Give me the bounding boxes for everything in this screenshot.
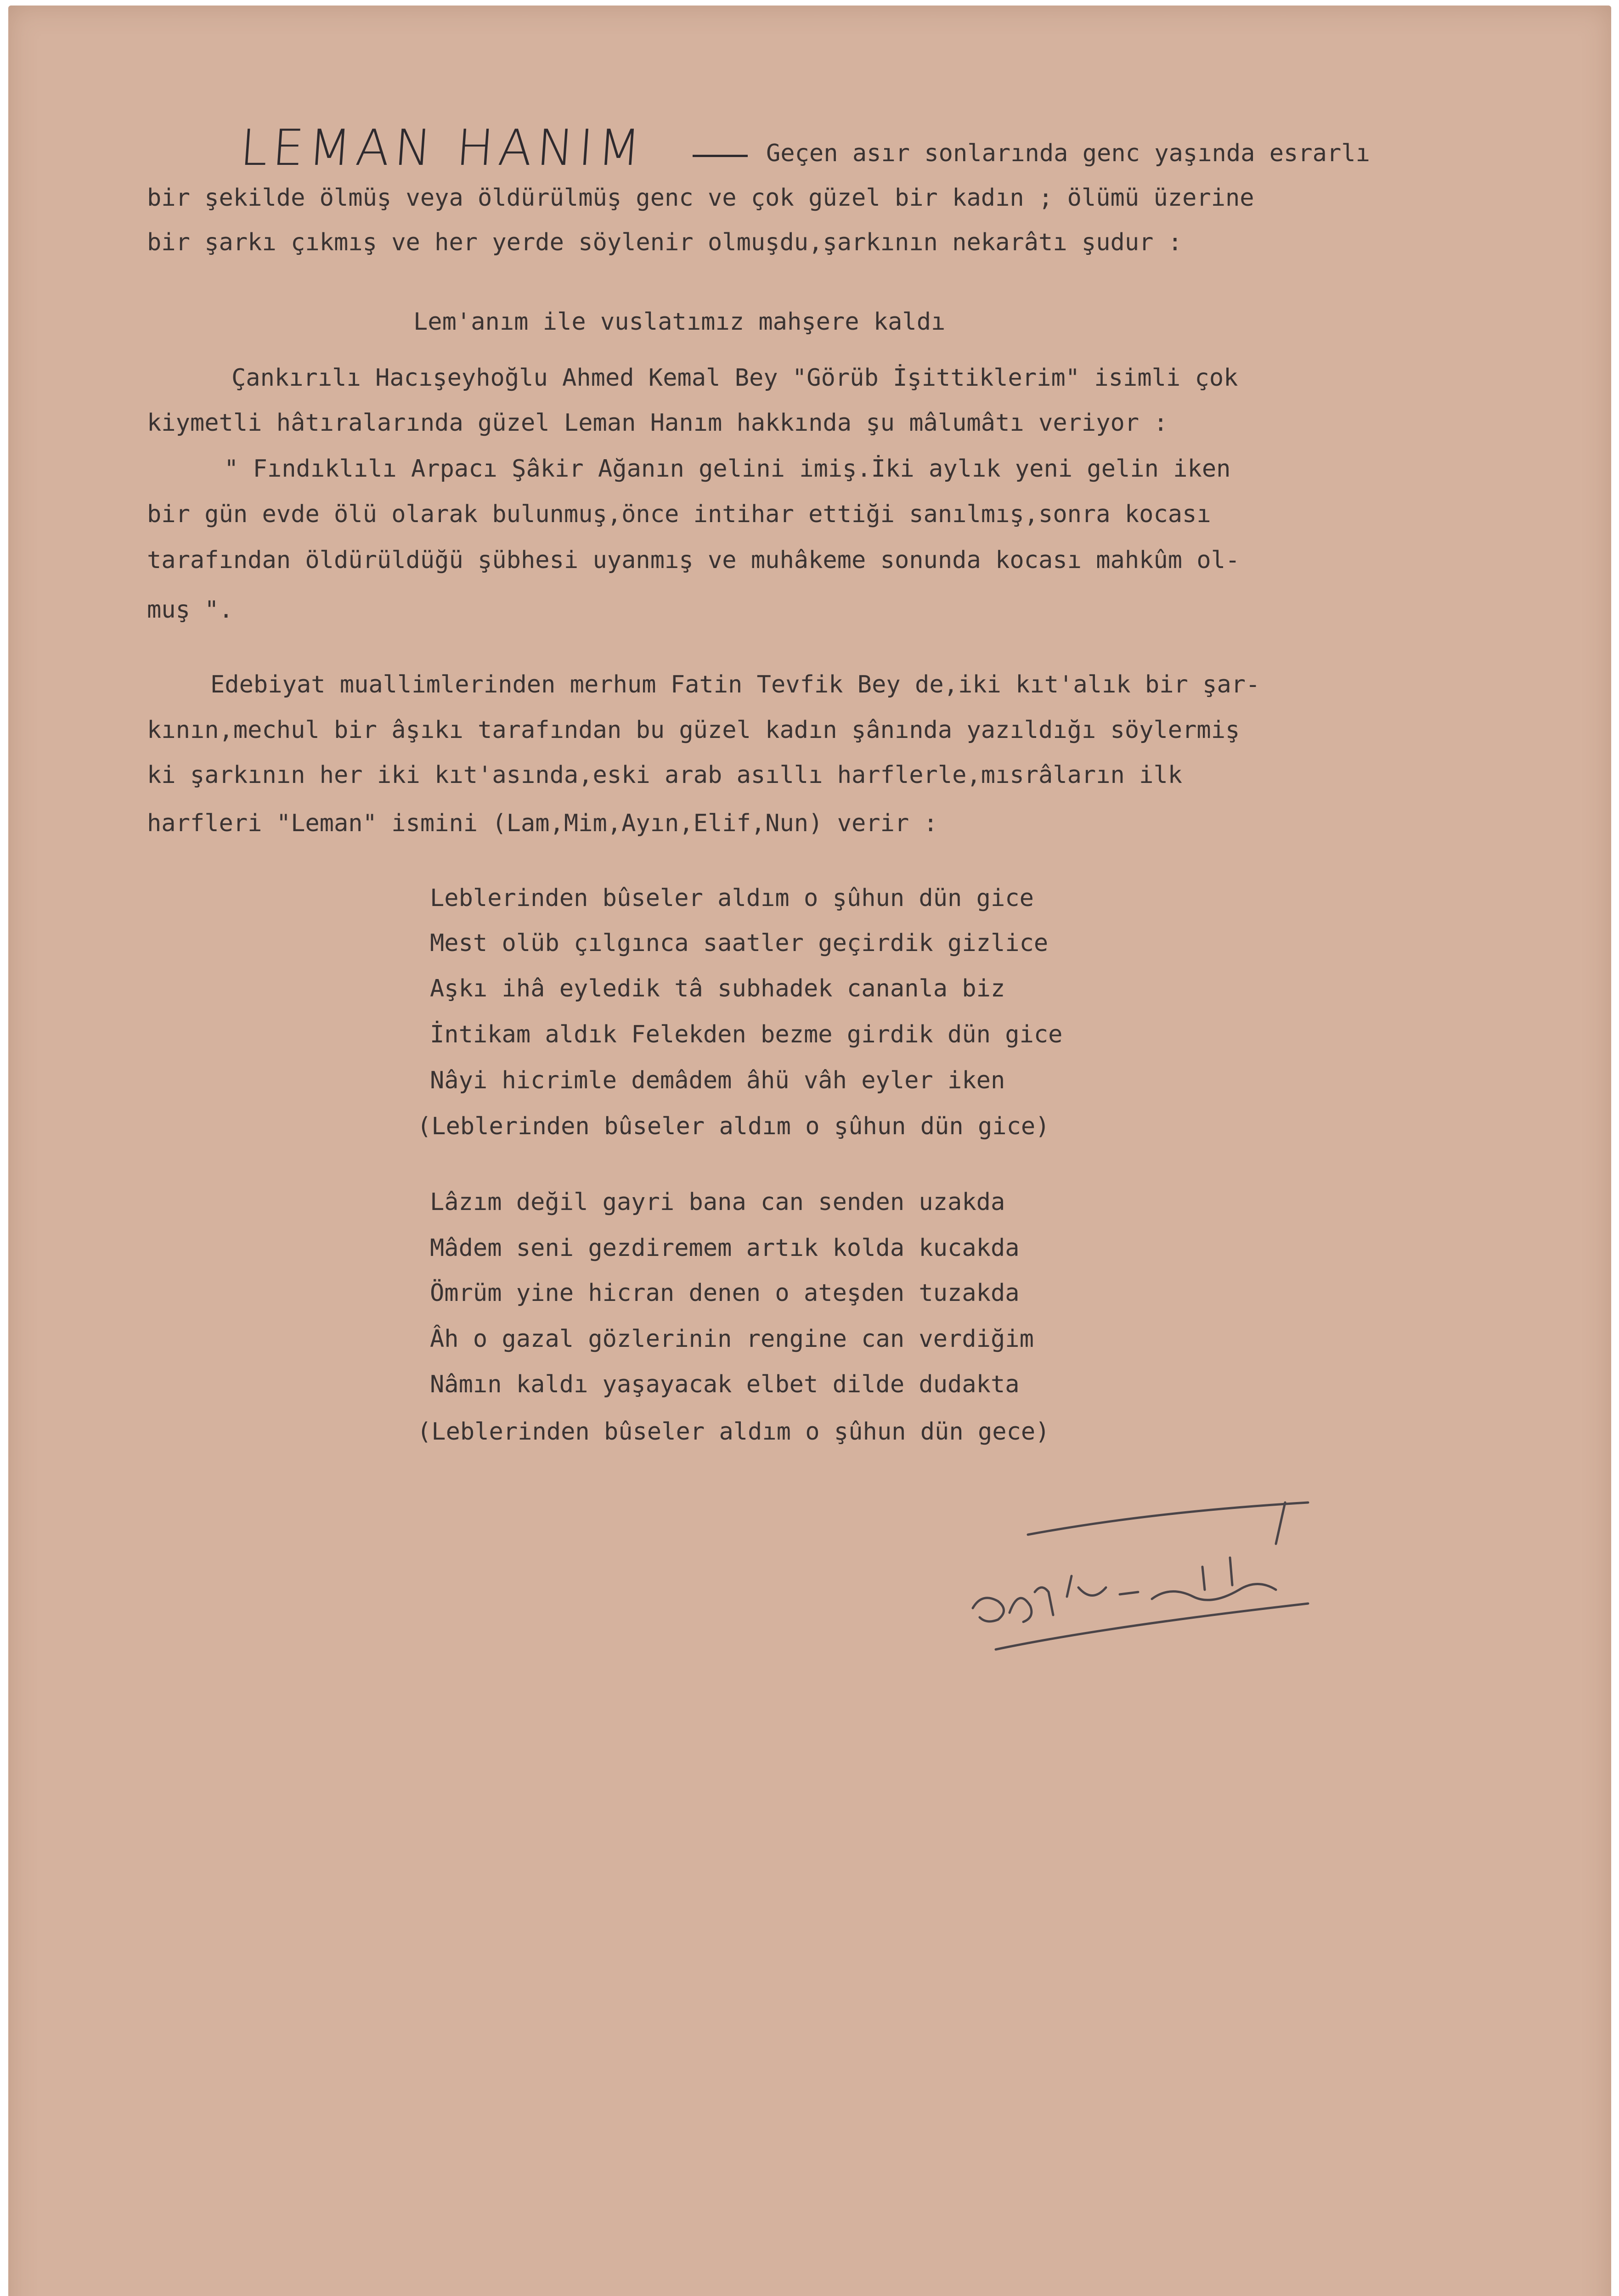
stanza1-line-1: Leblerinden bûseler aldım o şûhun dün gice: [430, 884, 1034, 912]
stanza1-line-3: Aşkı ihâ eyledik tâ subhadek cananla biz: [430, 975, 1005, 1002]
stanza1-line-5: Nâyi hicrimle demâdem âhü vâh eyler iken: [430, 1067, 1005, 1094]
paper-sheet: [8, 6, 1611, 2296]
document-title: LEMAN HANIM: [238, 119, 647, 177]
paragraph2-line-3: " Fındıklılı Arpacı Şâkir Ağanın gelini imiş.İki aylık yeni gelin iken: [224, 455, 1231, 483]
paragraph2-line-2: kiymetli hâtıralarında güzel Leman Hanım hakkında şu mâlumâtı veriyor :: [147, 409, 1168, 437]
paragraph3-line-3: ki şarkının her iki kıt'asında,eski arab asıllı harflerle,mısrâların ilk: [147, 761, 1183, 789]
paragraph2-line-5: tarafından öldürüldüğü şübhesi uyanmış ve muhâkeme sonunda kocası mahkûm ol-: [147, 546, 1240, 574]
paragraph3-line-1: Edebiyat muallimlerinden merhum Fatin Tevfik Bey de,iki kıt'alık bir şar-: [210, 671, 1260, 698]
title-dash: [693, 155, 748, 157]
paragraph2-line-6: muş ".: [147, 596, 233, 624]
paragraph3-line-4: harfleri "Leman" ismini (Lam,Mim,Ayın,Elif,Nun) verir :: [147, 810, 938, 837]
stanza1-line-6: (Leblerinden bûseler aldım o şûhun dün gice): [417, 1113, 1050, 1140]
stanza1-line-4: İntikam aldık Felekden bezme girdik dün gice: [430, 1021, 1063, 1048]
stanza2-line-6: (Leblerinden bûseler aldım o şûhun dün gece): [417, 1418, 1050, 1446]
paragraph2-line-4: bir gün evde ölü olarak bulunmuş,önce intihar ettiği sanılmış,sonra kocası: [147, 501, 1211, 528]
stanza2-line-2: Mâdem seni gezdiremem artık kolda kucakda: [430, 1234, 1020, 1262]
stanza2-line-3: Ömrüm yine hicran denen o ateşden tuzakda: [430, 1279, 1020, 1307]
refrain-line: Lem'anım ile vuslatımız mahşere kaldı: [413, 308, 946, 336]
intro-line-2: bir şekilde ölmüş veya öldürülmüş genc ve çok güzel bir kadın ; ölümü üzerine: [147, 184, 1254, 212]
stanza1-line-2: Mest olüb çılgınca saatler geçirdik gizlice: [430, 929, 1049, 957]
intro-line-1: Geçen asır sonlarında genc yaşında esrarlı: [766, 140, 1370, 167]
handwritten-signature: [954, 1493, 1345, 1732]
intro-line-3: bir şarkı çıkmış ve her yerde söylenir olmuşdu,şarkının nekarâtı şudur :: [147, 229, 1183, 256]
paragraph2-line-1: Çankırılı Hacışeyhoğlu Ahmed Kemal Bey "Görüb İşittiklerim" isimli çok: [231, 364, 1238, 392]
stanza2-line-5: Nâmın kaldı yaşayacak elbet dilde dudakta: [430, 1371, 1020, 1398]
stanza2-line-4: Âh o gazal gözlerinin rengine can verdiğim: [430, 1325, 1034, 1353]
stanza2-line-1: Lâzım değil gayri bana can senden uzakda: [430, 1188, 1005, 1216]
paragraph3-line-2: kının,mechul bir âşıkı tarafından bu güzel kadın şânında yazıldığı söylermiş: [147, 716, 1240, 744]
